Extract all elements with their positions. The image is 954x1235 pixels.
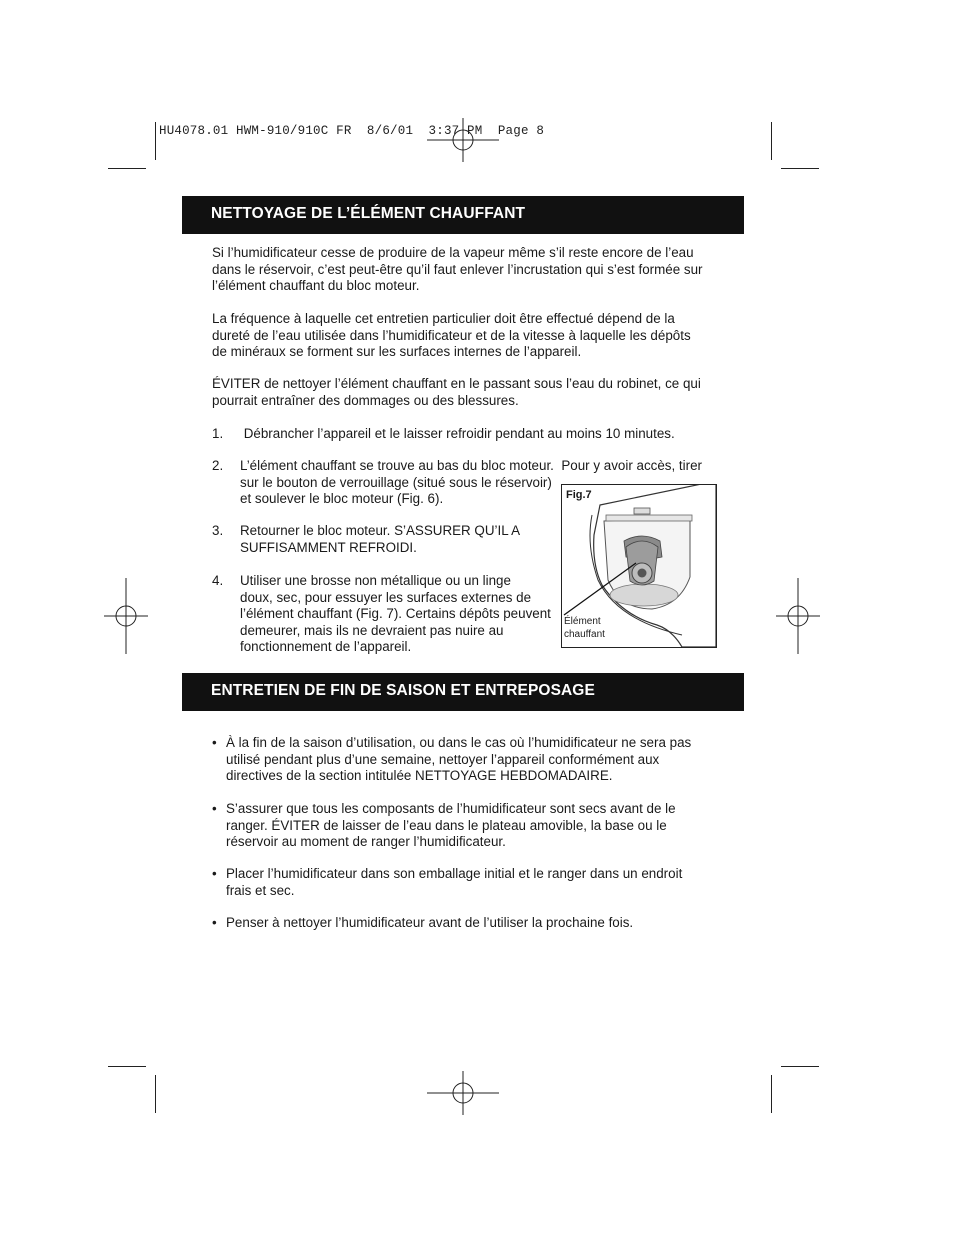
text-line: L’élément chauffant se trouve au bas du bloc moteur. Pour y avoir accès, tirer bbox=[240, 458, 702, 473]
figure-caption bbox=[564, 616, 605, 641]
text-line: pourrait entraîner des dommages ou des blessures. bbox=[212, 392, 519, 408]
caption-line: Élément bbox=[564, 616, 601, 627]
text-line: et soulever le bloc moteur (Fig. 6). bbox=[240, 491, 444, 506]
caption-line: chauffant bbox=[564, 628, 605, 640]
registration-mark-bottom bbox=[427, 1071, 499, 1115]
text-line: fonctionnement de l’appareil. bbox=[240, 639, 412, 654]
bullet-text bbox=[226, 915, 633, 932]
text-line: de minéraux se forment sur les surfaces internes de l’appareil. bbox=[212, 344, 582, 359]
step-number: 2. bbox=[212, 458, 224, 473]
text-line: ÉVITER de nettoyer l’élément chauffant en le passant sous l’eau du robinet, ce qui bbox=[212, 376, 701, 391]
text-line: Retourner le bloc moteur. S’ASSURER QU’IL A bbox=[240, 523, 521, 538]
crop-mark-top-left-v bbox=[155, 122, 156, 160]
step-number: 1. bbox=[212, 426, 224, 441]
printer-slug: HU4078.01 HWM-910/910C FR 8/6/01 3:37 PM Page 8 bbox=[159, 124, 545, 138]
text-line: Utiliser une brosse non métallique ou un linge bbox=[240, 573, 511, 588]
crop-mark-bottom-left-v bbox=[155, 1075, 156, 1113]
text-line: sur le bouton de verrouillage (situé sous le réservoir) bbox=[240, 474, 552, 490]
bullet-text bbox=[226, 735, 691, 785]
registration-mark-top bbox=[427, 118, 499, 162]
section-title: ENTRETIEN DE FIN DE SAISON ET ENTREPOSAGE bbox=[211, 682, 595, 699]
text-line: directives de la section intitulée NETTOYAGE HEBDOMADAIRE. bbox=[226, 768, 613, 783]
bullet-marker: • bbox=[212, 915, 217, 930]
bullet-text bbox=[226, 866, 682, 899]
text-line: l’élément chauffant (Fig. 7). Certains dépôts peuvent bbox=[240, 606, 551, 621]
section-header-heating-element bbox=[182, 196, 744, 234]
text-line: réservoir au moment de ranger l’humidificateur. bbox=[226, 834, 506, 849]
crop-mark-bottom-right-v bbox=[771, 1075, 772, 1113]
section-header-end-of-season bbox=[182, 673, 744, 711]
text-line: dureté de l’eau utilisée dans l’humidificateur et de la vitesse à laquelle les dépôts bbox=[212, 327, 691, 343]
registration-mark-right bbox=[776, 578, 820, 654]
section-title: NETTOYAGE DE L’ÉLÉMENT CHAUFFANT bbox=[211, 205, 526, 222]
text-line: ranger. ÉVITER de laisser de l’eau dans le plateau amovible, la base ou le bbox=[226, 817, 667, 833]
text-line: l’élément chauffant du bloc moteur. bbox=[212, 278, 420, 293]
registration-mark-left bbox=[104, 578, 148, 654]
bullet-marker: • bbox=[212, 866, 217, 881]
crop-mark-top-right-h bbox=[781, 168, 819, 169]
bullet-marker: • bbox=[212, 735, 217, 750]
bullet-marker: • bbox=[212, 801, 217, 816]
text-line: La fréquence à laquelle cet entretien particulier doit être effectué dépend de la bbox=[212, 311, 675, 326]
step-number: 4. bbox=[212, 573, 224, 588]
text-line: demeurer, mais ils ne devraient pas nuire au bbox=[240, 622, 504, 638]
crop-mark-bottom-right-h bbox=[781, 1066, 819, 1067]
intro-paragraph bbox=[212, 245, 722, 295]
figure-7 bbox=[561, 484, 717, 648]
text-line: Penser à nettoyer l’humidificateur avant de l’utiliser la prochaine fois. bbox=[226, 915, 634, 930]
text-line: Si l’humidificateur cesse de produire de la vapeur même s’il reste encore de l’eau bbox=[212, 245, 694, 260]
text-line: S’assurer que tous les composants de l’humidificateur sont secs avant de le bbox=[226, 801, 676, 816]
text-line: doux, sec, pour essuyer les surfaces externes de bbox=[240, 589, 532, 605]
crop-mark-top-right-v bbox=[771, 122, 772, 160]
crop-mark-bottom-left-h bbox=[108, 1066, 146, 1067]
step-text bbox=[240, 523, 520, 556]
warning-paragraph bbox=[212, 376, 722, 409]
step-text bbox=[240, 426, 675, 443]
frequency-paragraph bbox=[212, 311, 722, 361]
text-line: frais et sec. bbox=[226, 882, 295, 898]
text-line: dans le réservoir, c’est peut-être qu’il faut enlever l’incrustation qui s’est formée sur bbox=[212, 261, 703, 277]
step-text bbox=[240, 573, 551, 656]
text-line: Débrancher l’appareil et le laisser refroidir pendant au moins 10 minutes. bbox=[240, 426, 675, 441]
step-number: 3. bbox=[212, 523, 224, 538]
text-line: Placer l’humidificateur dans son emballage initial et le ranger dans un endroit bbox=[226, 866, 683, 881]
text-line: SUFFISAMMENT REFROIDI. bbox=[240, 539, 417, 555]
text-line: À la fin de la saison d’utilisation, ou dans le cas où l’humidificateur ne sera pas bbox=[226, 735, 692, 750]
figure-label: Fig.7 bbox=[566, 489, 592, 501]
bullet-text bbox=[226, 801, 676, 851]
text-line: utilisé pendant plus d’une semaine, nettoyer l’appareil conformément aux bbox=[226, 751, 660, 767]
crop-mark-top-left-h bbox=[108, 168, 146, 169]
